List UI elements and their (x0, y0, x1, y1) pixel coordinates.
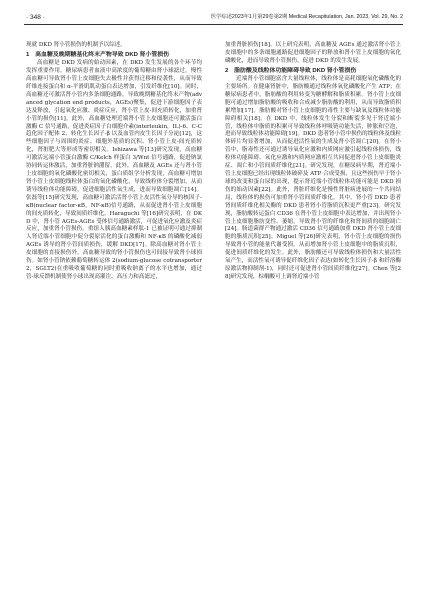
left-column (26, 42, 202, 282)
running-title: 医学综述2023年1月第29卷第2期 Medical Recapitulation, Jan. 2023, Vol. 29, No. 2 (210, 14, 403, 20)
section-1-paragraph: 高血糖是 DKD 发病的始动因素，在 DKD 发生发展的各个环节均发挥重要作用。糖尿病患者血液中高浓度的葡萄糖由肾小球滤过，慢性高血糖可导致肾小管上皮细胞失去极性并获得迁移和侵袭性，从而导致纤维连接蛋白和 α-平滑肌肌动蛋白表达增加，引发纤维化[10]。同时，高血糖还可激活肾小管内多条细胞通路，导致晚期糖基化终末产物(advanced glycation end products，AGEs)聚集，促进下游细胞因子表达及释放，引起氧化应激、炎症反应，肾小管上皮-间充质转化，加重肾小管的损伤[11]。此外，高血糖处理近端肾小管上皮细胞还可激活蛋白激酶 C 信号通路，促进炎症因子白细胞介素(interleukin，IL)-6、C-C 趋化因子配体 2、转化生长因子-β 以及血管内皮生长因子分泌[12]，这些细胞因子与周围的炎症、细胞外基质的沉积、肾小管上皮-间充质转化，肾脏肥大等形成等密切相关。Ishizawa 等[13]研究发现，高血糖可激活远端小管蛋白激酶 C/Kelch 样蛋白 3/Wnt 信号通路，促进钠氯协同转运体激活，加重肾脏钠潴留。此外，高血糖及 AGEs 还与肾小管上皮细胞的氧化磷酸化密切相关，蛋白质组学分析发现，高血糖可增加肾小管上皮细胞线粒体蛋白的氧化磷酸化，导致线粒体分裂增加，从而诱导线粒体功能障碍，促进细胞活性氧生成，进而导致细胞凋亡[14]。张磊等[15]研究发现，高血糖可激活活肾小管上皮活性氧分导的核因子-κB(nuclear factor-κB，NF-κB)信号通路，从而促进肾小管上皮细胞的间充质转化，导致间质纤维化。Haraguchi 等[16]研究表明，在 DKD 中，肾小管 AGEs-AGEs 受体信号通路激活，可促进氧化应激及炎症反应，加重肾小管损伤。重组人胰高血糖素样肽-1 已被证明可通过抑制人肾近端小管细胞中促分裂原活化的蛋白激酶和 NF-κB 的磷酸化减弱 AGEs 诱导的肾小管间质损伤，缓解 DKD[17]。除高血糖对肾小管上皮细胞的直接损伤外，高血糖导致的肾小管损伤也可间接导致肾小球损伤。如肾小管钠依赖葡萄糖转运体 2(sodium-glucose cotransporter 2，SGLT2)在重吸收葡萄糖的同时重吸收钠离子的水平也增加，通过管-球反馈机制使肾小球出现高灌注、高压力和高滤过， (26, 60, 202, 281)
section-1-heading: 1 高血糖及晚期糖基化终末产物导致 DKD 肾小管损伤 (26, 51, 170, 58)
section-2-heading: 2 脂肪酸及线粒体功能障碍导致 DKD 肾小管损伤 (225, 67, 357, 74)
page-number: · 348 · (26, 14, 45, 21)
page-header (24, 12, 403, 25)
right-column (225, 42, 401, 282)
section-2-paragraph: 近端肾小管细胞富含大量线粒体，线粒体是高耗细胞氧化磷酸化的主要场所。在健康肾脏中，脂肪酸通过线粒体氧化磷酸化产生 ATP；在糖尿病患者中，脂肪酸的利用转变为糖酵解和脂质积累。肾小管上皮细胞可通过增加脂肪酸的吸收和合成减少脂肪酸的利用，从而导致脂质积累增加[17]。脂肪酸对肾小管上皮细胞的毒性主要与缺氧及线粒体功能障碍相关[18]。在 DKD 中，线粒体发生分裂和断裂多见于肾近端小管，线粒体中脂质的积累可导致线粒体呼吸链功能失活，肿胀和空泡，进而导致线粒体功能障碍[19]。DKD 患者肾小管中损伤的线粒体及线粒体碎片均显著增加，从而促进活性氧的生成及肾小管凋亡[20]。在肾小管中，脂毒性还可通过诱导氧化应激和内质网应激引起线粒体损伤，线粒体功能障碍、氧化应激和内质网应激相互共同促进肾小管上皮细胞炎症、凋亡和小管间质纤维化[21]。研究发现，在糖尿病早期，肾近端小管上皮细胞已经出现线粒体破碎及 ATP 合成受损，且这些损伤早于肾小球的改变和蛋白尿的出现，提示肾近端小管线粒体功能可能是 DKD 损伤的始动因素[22]。此外，肾脏纤维化是慢性肾脏病进展的一个共同结局，线粒体的损伤可加重肾小管间质纤维化。其中，肾小管 DKD 患者肾间质纤维化相关酶的 DKD 患者肾小管脂质沉积更严重[23]。研究发现，脂肪酸转运蛋白 CD36 在肾小管上皮细胞中表达增加，并出现肾小管上皮细胞脂肪变性、萎缩，导致肾小管的纤维化和肾间质的细胞凋亡[24]。肠道菌群产物通过激活 CD36 信号通路加重 DKD 肾小管上皮细胞的脂质沉积[25]。Miguel 等[26]研究表明，肾小管上皮细胞的损伤导致肾小管的能量代谢受损，从而增加肾小管上皮细胞中的脂质沉积，促进间质纤维化的发生。此外，脂肪酸还可导致线粒体损伤和大量活性氧产生，而活性氧可诱导促纤维化因子表达(如转化生长因子-β 和纤溶酶原激活物抑制剂-1)，同时还可促进肾小管间质纤维化[27]。Chen 等[28]研究发现，棕榈酸可上调肾近端小管 (225, 75, 401, 281)
section-1-paragraph-continued: 加重肾脏损伤[18]。以上研究表明，高血糖及 AGEs 通过激活肾小管上皮细胞中的多条细胞通路促进细胞因子的释放和肾小管上皮细胞的氧化磷酸化，进而导致肾小管损伤，促进 DKD 的发生发展。 (225, 42, 401, 64)
intro-text: 现就 DKD 肾小管损伤的机制予以综述。 (26, 42, 126, 48)
